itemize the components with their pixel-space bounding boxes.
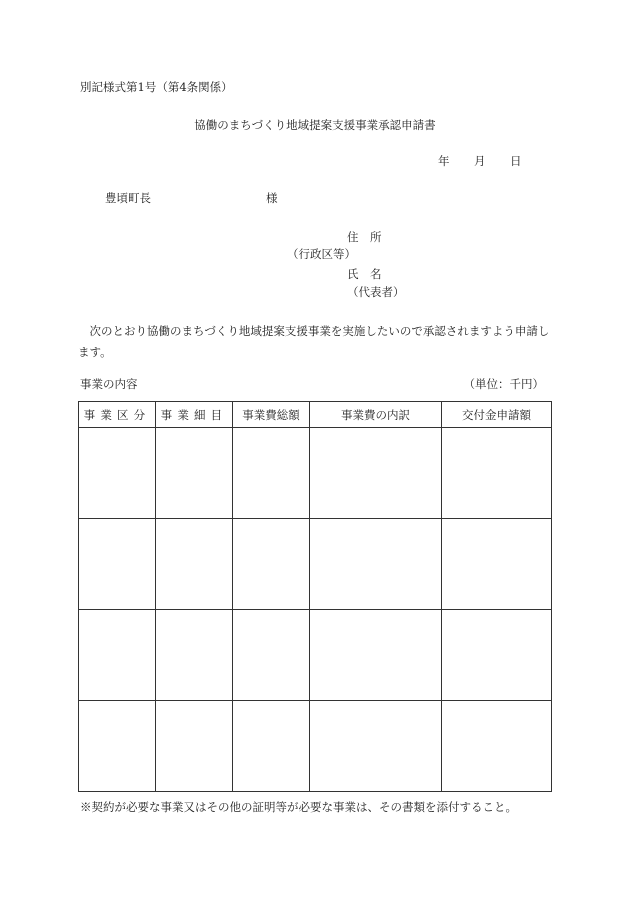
applicant-name-sublabel: （代表者） xyxy=(347,285,405,299)
document-title: 協働のまちづくり地域提案支援事業承認申請書 xyxy=(194,118,436,132)
table-cell[interactable] xyxy=(310,428,442,519)
header-project-item: 事業細目 xyxy=(156,402,233,428)
table-cell[interactable] xyxy=(156,610,233,701)
table-cell[interactable] xyxy=(79,610,156,701)
header-total-cost: 事業費総額 xyxy=(233,402,310,428)
table-cell[interactable] xyxy=(156,428,233,519)
table-cell[interactable] xyxy=(310,610,442,701)
attachment-note: ※契約が必要な事業又はその他の証明等が必要な事業は、その書類を添付すること。 xyxy=(80,800,517,814)
application-statement: 次のとおり協働のまちづくり地域提案支援事業を実施したいので承認されますよう申請します。 xyxy=(78,324,550,359)
table-cell[interactable] xyxy=(233,428,310,519)
table-row xyxy=(79,701,552,792)
table-cell[interactable] xyxy=(442,701,552,792)
addressee-name: 豊頃町長 xyxy=(105,191,151,205)
applicant-address-label: 住 所 xyxy=(347,230,382,244)
table-cell[interactable] xyxy=(233,519,310,610)
table-row xyxy=(79,428,552,519)
table-cell[interactable] xyxy=(310,701,442,792)
unit-label: （単位：千円） xyxy=(463,377,544,391)
table-cell[interactable] xyxy=(233,610,310,701)
table-cell[interactable] xyxy=(79,519,156,610)
applicant-address-sublabel: （行政区等） xyxy=(287,247,356,261)
table-cell[interactable] xyxy=(79,428,156,519)
table-row xyxy=(79,519,552,610)
table-cell[interactable] xyxy=(79,701,156,792)
applicant-name-label: 氏 名 xyxy=(347,267,382,281)
section-label: 事業の内容 xyxy=(80,377,138,391)
date-year-label: 年 xyxy=(438,154,450,168)
table-cell[interactable] xyxy=(442,610,552,701)
table-cell[interactable] xyxy=(310,519,442,610)
table-row xyxy=(79,610,552,701)
header-cost-breakdown: 事業費の内訳 xyxy=(310,402,442,428)
table-cell[interactable] xyxy=(233,701,310,792)
date-day-label: 日 xyxy=(510,154,522,168)
date-line xyxy=(438,156,522,168)
table-cell[interactable] xyxy=(156,519,233,610)
header-grant-request: 交付金申請額 xyxy=(442,402,552,428)
table-cell[interactable] xyxy=(156,701,233,792)
date-month-label: 月 xyxy=(474,154,486,168)
project-details-table xyxy=(78,401,552,792)
form-number: 別記様式第1号（第4条関係） xyxy=(80,80,233,94)
header-project-category: 事業区分 xyxy=(79,402,156,428)
table-cell[interactable] xyxy=(442,428,552,519)
table-header-row xyxy=(79,402,552,428)
table-cell[interactable] xyxy=(442,519,552,610)
addressee-honorific: 様 xyxy=(266,191,278,205)
